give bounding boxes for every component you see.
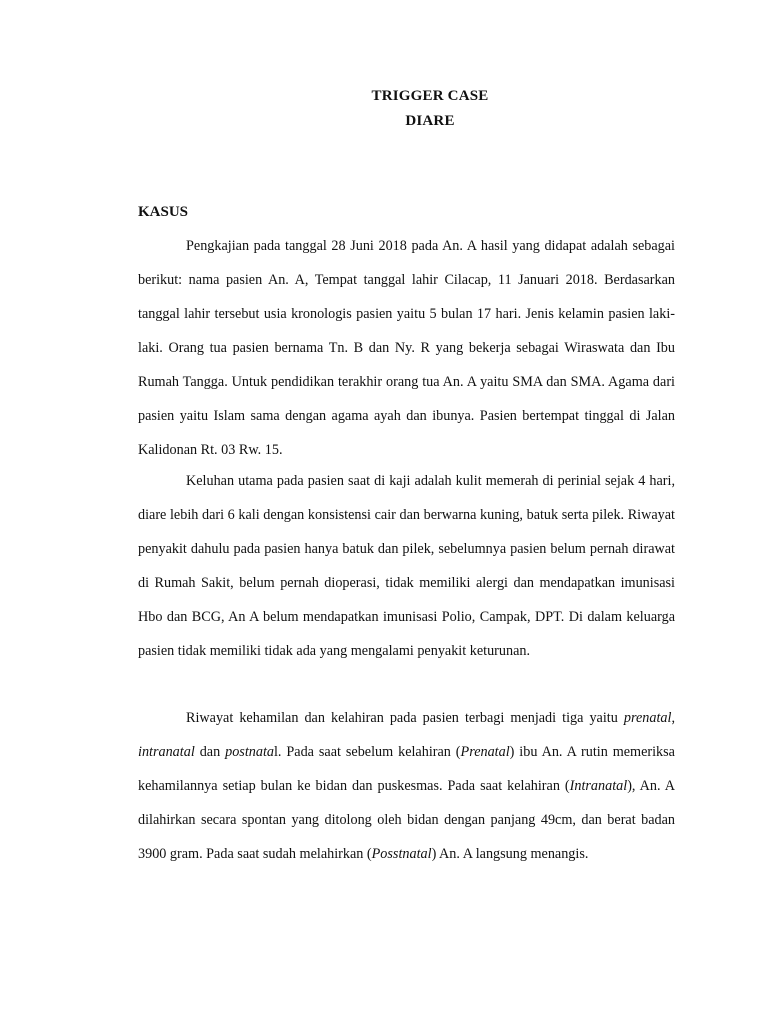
paragraph-identity: Pengkajian pada tanggal 28 Juni 2018 pada An. A hasil yang didapat adalah sebagai berikut: nama pasien An. A, Tempat tanggal lahir Cilacap, 11 Januari 2018. Berdasarkan tanggal lahir tersebut usia kronologis pasien yaitu 5 bulan 17 hari. Jenis kelamin pasien laki-laki. Orang tua pasien bernama Tn. B dan Ny. R yang bekerja sebagai Wiraswata dan Ibu Rumah Tangga. Untuk pendidikan terakhir orang tua An. A yaitu SMA dan SMA. Agama dari pasien yaitu Islam sama dengan agama ayah dan ibunya. Pasien bertempat tinggal di Jalan Kalidonan Rt. 03 Rw. 15.: [138, 238, 675, 458]
text-segment: Riwayat kehamilan dan kelahiran pada pasien terbagi menjadi tiga yaitu: [186, 710, 624, 726]
paragraph-birth-history: [138, 701, 675, 871]
document-subtitle: DIARE: [405, 113, 455, 129]
text-segment: ) An. A langsung menangis.: [431, 846, 589, 862]
italic-term: intranatal: [138, 744, 195, 760]
italic-term: Intranatal: [569, 778, 628, 794]
section-heading-kasus: KASUS: [138, 204, 189, 220]
text-segment: l. Pada saat sebelum kelahiran (: [273, 744, 461, 760]
italic-term: Prenatal: [460, 744, 510, 760]
document-title: TRIGGER CASE: [371, 88, 489, 104]
text-segment: ) ibu An. A rutin memeriksa kehamilannya setiap bulan ke bidan dan puskesmas. Pada saat kelahiran (: [138, 744, 675, 794]
italic-term: prenatal: [623, 710, 672, 726]
text-segment: ), An. A dilahirkan secara spontan yang ditolong oleh bidan dengan panjang 49cm, dan berat badan 3900 gram. Pada saat sudah melahirkan (: [138, 778, 676, 862]
paragraph-complaint: Keluhan utama pada pasien saat di kaji adalah kulit memerah di perinial sejak 4 hari, diare lebih dari 6 kali dengan konsistensi cair dan berwarna kuning, batuk serta pilek. Riwayat penyakit dahulu pada pasien hanya batuk dan pilek, sebelumnya pasien belum pernah dirawat di Rumah Sakit, belum pernah dioperasi, tidak memiliki alergi dan mendapatkan imunisasi Hbo dan BCG, An A belum mendapatkan imunisasi Polio, Campak, DPT. Di dalam keluarga pasien tidak memiliki tidak ada yang mengalami penyakit keturunan.: [138, 473, 675, 659]
text-segment: dan: [194, 744, 226, 760]
italic-term: postnata: [225, 744, 274, 760]
text-segment: ,: [671, 710, 675, 726]
italic-term: Posstnatal: [371, 846, 432, 862]
